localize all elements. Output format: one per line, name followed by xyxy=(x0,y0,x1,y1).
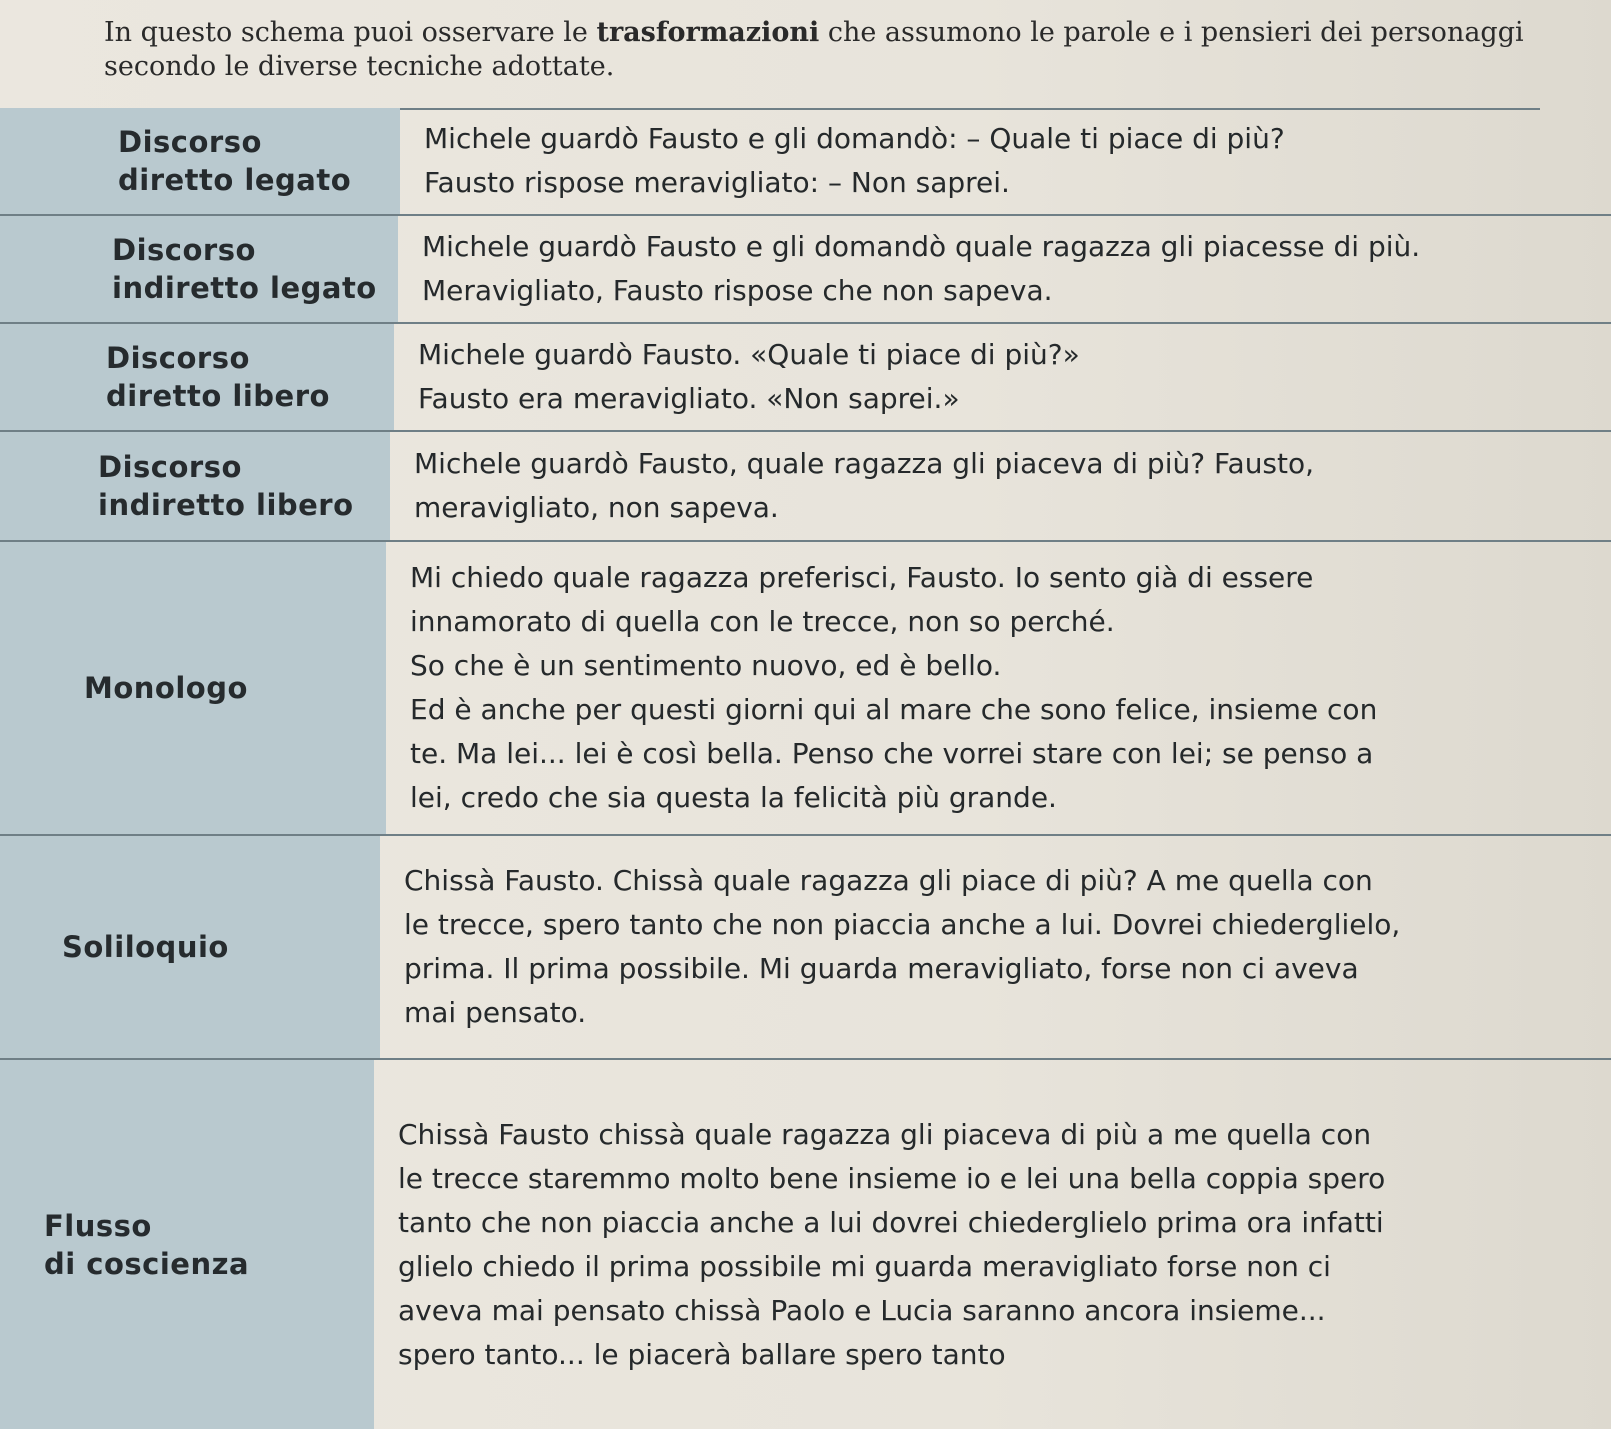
intro-text-before: In questo schema puoi osservare le xyxy=(104,17,597,48)
row-example-text: Michele guardò Fausto e gli domandò quale ragazza gli piacesse di più. Meravigliato, Fausto rispose che non sapeva. xyxy=(422,230,1421,307)
row-text-cell xyxy=(374,1060,1611,1429)
row-example-text: Michele guardò Fausto e gli domandò: – Quale ti piace di più? Fausto rispose meravigliato: – Non saprei. xyxy=(424,122,1285,199)
row-text-cell xyxy=(398,216,1611,322)
row-example-text: Chissà Fausto. Chissà quale ragazza gli piace di più? A me quella con le trecce, spero tanto che non piaccia anche a lui. Dovrei chiederglielo, prima. Il prima possibile. Mi guarda meravigliato, forse non ci aveva mai pensato. xyxy=(404,864,1401,1029)
row-label-cell xyxy=(0,836,380,1058)
row-flusso-di-coscienza xyxy=(0,1060,1611,1429)
row-label-cell xyxy=(0,324,394,430)
row-text-cell xyxy=(400,108,1611,214)
row-label: Monologo xyxy=(84,671,248,705)
row-example-text: Chissà Fausto chissà quale ragazza gli piaceva di più a me quella con le trecce staremmo molto bene insieme io e lei una bella coppia spero tanto che non piaccia anche a lui dovrei chiederglielo prima ora infatti glielo chiedo il prima possibile mi guarda meravigliato forse non ci aveva mai pensato chissà Paolo e Lucia saranno ancora insieme... spero tanto... le piacerà ballare spero tanto xyxy=(398,1117,1386,1371)
row-example-text: Mi chiedo quale ragazza preferisci, Fausto. Io sento già di essere innamorato di quella con le trecce, non so perché. So che è un sentimento nuovo, ed è bello. Ed è anche per questi giorni qui al mare che sono felice, insieme con te. Ma lei... lei è così bella. Penso che vorrei stare con lei; se penso a lei, credo che sia questa la felicità più grande. xyxy=(410,561,1378,814)
row-label: Soliloquio xyxy=(62,930,229,964)
row-text-cell xyxy=(390,432,1611,540)
row-label-cell xyxy=(0,432,390,540)
row-label-cell xyxy=(0,542,386,834)
row-label: Discorso indiretto libero xyxy=(98,450,354,522)
row-discorso-indiretto-legato xyxy=(0,216,1611,324)
row-label: Discorso diretto libero xyxy=(106,341,330,413)
row-text-cell xyxy=(380,836,1611,1058)
intro-keyword: trasformazioni xyxy=(596,17,820,48)
row-discorso-indiretto-libero xyxy=(0,432,1611,542)
row-text-cell xyxy=(394,324,1611,430)
row-label: Discorso indiretto legato xyxy=(112,233,377,305)
techniques-table xyxy=(0,108,1611,1429)
row-label-cell xyxy=(0,1060,374,1429)
row-monologo xyxy=(0,542,1611,836)
row-example-text: Michele guardò Fausto, quale ragazza gli piaceva di più? Fausto, meravigliato, non sapeva. xyxy=(414,447,1315,524)
row-text-cell xyxy=(386,542,1611,834)
row-soliloquio xyxy=(0,836,1611,1060)
row-label: Flusso di coscienza xyxy=(44,1208,250,1281)
row-label-cell xyxy=(0,108,400,214)
row-example-text: Michele guardò Fausto. «Quale ti piace di più?» Fausto era meravigliato. «Non saprei.» xyxy=(418,338,1080,415)
intro-text-after: che assumono le parole e i pensieri dei personaggi secondo le diverse tecniche adottate. xyxy=(104,17,1524,82)
row-discorso-diretto-libero xyxy=(0,324,1611,432)
intro-paragraph xyxy=(104,16,1524,84)
row-label: Discorso diretto legato xyxy=(118,125,352,197)
row-label-cell xyxy=(0,216,398,322)
row-discorso-diretto-legato xyxy=(0,108,1611,216)
